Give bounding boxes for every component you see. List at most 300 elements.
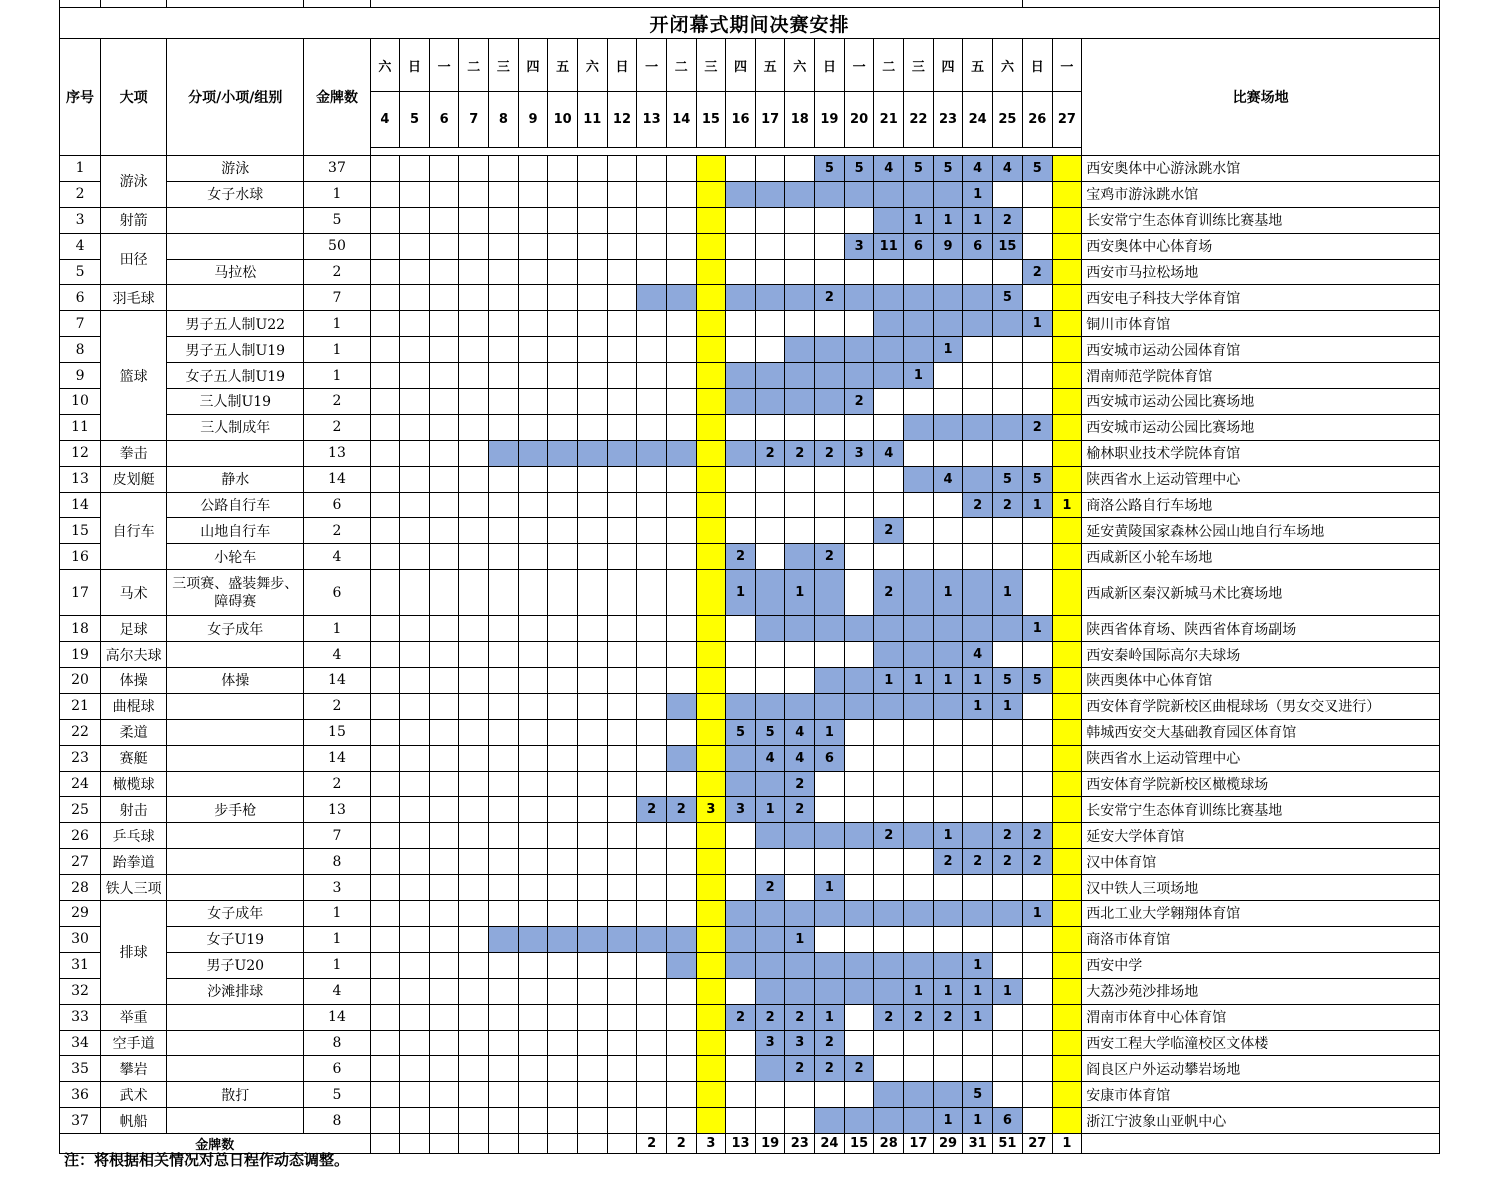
schedule-cell (489, 1056, 519, 1082)
schedule-cell (548, 1030, 578, 1056)
schedule-cell (489, 823, 519, 849)
schedule-cell (489, 492, 519, 518)
schedule-cell (1052, 668, 1082, 694)
schedule-cell: 2 (874, 1004, 904, 1030)
schedule-cell: 2 (666, 797, 696, 823)
schedule-cell (874, 207, 904, 233)
sub-event-cell (167, 1030, 304, 1056)
schedule-cell (844, 823, 874, 849)
schedule-cell: 3 (696, 797, 726, 823)
schedule-cell (844, 849, 874, 875)
schedule-cell (429, 285, 459, 311)
schedule-cell (785, 1082, 815, 1108)
schedule-cell (370, 1056, 400, 1082)
row-number: 15 (60, 518, 101, 544)
schedule-cell (904, 616, 934, 642)
row-number: 4 (60, 233, 101, 259)
table-row (60, 719, 1440, 745)
schedule-cell (1022, 337, 1052, 363)
schedule-cell (963, 363, 993, 389)
schedule-cell (518, 544, 548, 570)
schedule-cell (429, 745, 459, 771)
sub-event-cell: 三人制成年 (167, 414, 304, 440)
total-cell: 27 (1022, 1134, 1052, 1154)
schedule-cell (400, 642, 430, 668)
day-cell: 20 (844, 92, 874, 148)
schedule-cell (578, 311, 608, 337)
schedule-cell (726, 233, 756, 259)
schedule-cell (1052, 259, 1082, 285)
schedule-cell (518, 771, 548, 797)
schedule-cell (696, 875, 726, 901)
schedule-cell (755, 668, 785, 694)
schedule-cell (400, 668, 430, 694)
schedule-cell: 1 (904, 668, 934, 694)
schedule-cell (518, 745, 548, 771)
schedule-cell (459, 745, 489, 771)
schedule-cell (400, 414, 430, 440)
weekday-cell: 日 (1022, 39, 1052, 92)
schedule-cell (637, 642, 667, 668)
schedule-cell (844, 926, 874, 952)
schedule-cell (607, 1030, 637, 1056)
schedule-cell (637, 440, 667, 466)
schedule-cell (963, 259, 993, 285)
schedule-cell (637, 181, 667, 207)
sub-event-cell (167, 771, 304, 797)
medal-count: 7 (304, 823, 370, 849)
schedule-cell (459, 719, 489, 745)
total-cell (459, 1134, 489, 1154)
schedule-cell (726, 901, 756, 927)
schedule-cell: 6 (815, 745, 845, 771)
schedule-cell (637, 1108, 667, 1134)
schedule-cell (637, 466, 667, 492)
schedule-cell (1052, 233, 1082, 259)
schedule-cell (726, 337, 756, 363)
schedule-cell (489, 1082, 519, 1108)
schedule-cell (844, 414, 874, 440)
schedule-cell (548, 181, 578, 207)
schedule-cell (1052, 719, 1082, 745)
header-venue: 比赛场地 (1082, 39, 1440, 156)
schedule-cell (755, 823, 785, 849)
schedule-cell: 2 (1022, 259, 1052, 285)
day-cell: 6 (429, 92, 459, 148)
schedule-cell (370, 363, 400, 389)
schedule-cell (844, 466, 874, 492)
schedule-cell (578, 518, 608, 544)
table-row (60, 570, 1440, 616)
header-category: 大项 (101, 39, 167, 156)
schedule-cell (1022, 642, 1052, 668)
schedule-cell: 5 (904, 156, 934, 182)
schedule-cell (518, 207, 548, 233)
sub-event-cell: 散打 (167, 1082, 304, 1108)
schedule-cell: 2 (992, 849, 1022, 875)
row-number: 37 (60, 1108, 101, 1134)
schedule-cell (874, 719, 904, 745)
schedule-cell (815, 414, 845, 440)
schedule-cell (844, 668, 874, 694)
medal-count: 4 (304, 544, 370, 570)
schedule-cell (429, 363, 459, 389)
schedule-cell (400, 719, 430, 745)
schedule-cell (459, 693, 489, 719)
row-number: 26 (60, 823, 101, 849)
schedule-cell (844, 311, 874, 337)
day-cell: 27 (1052, 92, 1082, 148)
schedule-cell (874, 952, 904, 978)
schedule-cell (726, 745, 756, 771)
schedule-cell (429, 466, 459, 492)
schedule-cell (637, 952, 667, 978)
schedule-cell (607, 1108, 637, 1134)
schedule-cell (844, 1030, 874, 1056)
schedule-cell (815, 823, 845, 849)
schedule-cell (933, 1030, 963, 1056)
schedule-cell (844, 771, 874, 797)
schedule-cell: 2 (963, 492, 993, 518)
schedule-cell (992, 1082, 1022, 1108)
schedule-cell: 1 (963, 952, 993, 978)
title-row (60, 8, 1440, 39)
schedule-cell (815, 1108, 845, 1134)
schedule-sheet (59, 0, 1440, 1154)
schedule-cell (933, 363, 963, 389)
sub-event-cell (167, 745, 304, 771)
medal-count: 8 (304, 849, 370, 875)
schedule-cell (489, 1108, 519, 1134)
day-cell: 11 (578, 92, 608, 148)
schedule-cell (696, 901, 726, 927)
venue-cell: 韩城西安交大基础教育园区体育馆 (1082, 719, 1440, 745)
schedule-cell (755, 1108, 785, 1134)
schedule-cell (844, 978, 874, 1004)
schedule-cell (578, 1004, 608, 1030)
schedule-cell (637, 1030, 667, 1056)
schedule-cell (904, 1030, 934, 1056)
schedule-cell (548, 518, 578, 544)
schedule-cell (992, 414, 1022, 440)
schedule-cell (904, 797, 934, 823)
schedule-cell (489, 693, 519, 719)
schedule-cell: 2 (726, 1004, 756, 1030)
schedule-cell (726, 1082, 756, 1108)
medal-count: 37 (304, 156, 370, 182)
schedule-cell (518, 1030, 548, 1056)
schedule-cell (578, 156, 608, 182)
schedule-cell (400, 570, 430, 616)
row-number: 22 (60, 719, 101, 745)
schedule-cell (578, 616, 608, 642)
schedule-cell (429, 337, 459, 363)
schedule-cell (874, 363, 904, 389)
category-cell: 柔道 (101, 719, 167, 745)
schedule-cell (637, 207, 667, 233)
schedule-cell (992, 363, 1022, 389)
schedule-cell (785, 978, 815, 1004)
schedule-cell (696, 1082, 726, 1108)
schedule-cell: 2 (992, 492, 1022, 518)
category-cell: 拳击 (101, 440, 167, 466)
schedule-cell (1052, 1108, 1082, 1134)
schedule-cell: 1 (992, 570, 1022, 616)
row-number: 7 (60, 311, 101, 337)
schedule-cell: 2 (815, 544, 845, 570)
schedule-cell (370, 181, 400, 207)
schedule-cell: 2 (992, 823, 1022, 849)
schedule-cell (518, 414, 548, 440)
schedule-cell (578, 771, 608, 797)
schedule-cell (370, 797, 400, 823)
schedule-cell: 2 (874, 518, 904, 544)
row-number: 33 (60, 1004, 101, 1030)
schedule-cell (815, 466, 845, 492)
venue-cell: 渭南师范学院体育馆 (1082, 363, 1440, 389)
schedule-cell (844, 570, 874, 616)
schedule-cell (844, 363, 874, 389)
schedule-cell (1052, 616, 1082, 642)
day-cell: 15 (696, 92, 726, 148)
schedule-cell (637, 156, 667, 182)
schedule-cell (400, 259, 430, 285)
schedule-cell: 1 (933, 207, 963, 233)
schedule-cell (904, 926, 934, 952)
category-cell: 射箭 (101, 207, 167, 233)
schedule-cell (785, 693, 815, 719)
schedule-cell (992, 745, 1022, 771)
schedule-cell (726, 181, 756, 207)
schedule-cell (429, 544, 459, 570)
category-cell: 铁人三项 (101, 875, 167, 901)
schedule-cell (429, 952, 459, 978)
schedule-cell (874, 875, 904, 901)
total-cell: 31 (963, 1134, 993, 1154)
schedule-cell (607, 207, 637, 233)
schedule-cell (726, 440, 756, 466)
schedule-cell (963, 823, 993, 849)
schedule-cell (933, 719, 963, 745)
schedule-cell: 3 (844, 233, 874, 259)
schedule-cell (1052, 389, 1082, 415)
schedule-cell (666, 311, 696, 337)
schedule-cell (459, 389, 489, 415)
schedule-cell (607, 233, 637, 259)
schedule-cell (489, 926, 519, 952)
schedule-cell (904, 849, 934, 875)
schedule-cell (578, 978, 608, 1004)
schedule-cell (933, 440, 963, 466)
schedule-cell (370, 745, 400, 771)
sub-event-cell: 步手枪 (167, 797, 304, 823)
schedule-cell: 1 (1052, 492, 1082, 518)
schedule-cell (459, 440, 489, 466)
schedule-cell: 3 (785, 1030, 815, 1056)
schedule-cell (518, 1004, 548, 1030)
schedule-cell (400, 952, 430, 978)
schedule-cell (1052, 156, 1082, 182)
schedule-cell (992, 771, 1022, 797)
schedule-cell (400, 797, 430, 823)
schedule-cell (578, 849, 608, 875)
schedule-cell (370, 952, 400, 978)
schedule-cell (666, 544, 696, 570)
schedule-cell: 1 (933, 978, 963, 1004)
schedule-cell (696, 693, 726, 719)
schedule-cell (459, 466, 489, 492)
schedule-cell (400, 926, 430, 952)
schedule-cell (400, 745, 430, 771)
schedule-cell (400, 181, 430, 207)
schedule-cell (933, 181, 963, 207)
schedule-cell (1022, 285, 1052, 311)
venue-cell: 西安体育学院新校区曲棍球场（男女交叉进行） (1082, 693, 1440, 719)
schedule-cell (429, 1004, 459, 1030)
weekday-cell: 六 (785, 39, 815, 92)
venue-cell: 汉中体育馆 (1082, 849, 1440, 875)
sub-event-cell: 沙滩排球 (167, 978, 304, 1004)
schedule-cell (874, 1030, 904, 1056)
schedule-cell (370, 414, 400, 440)
schedule-cell (518, 311, 548, 337)
sub-event-cell: 男子五人制U22 (167, 311, 304, 337)
schedule-cell (815, 233, 845, 259)
schedule-cell (370, 285, 400, 311)
schedule-cell (785, 285, 815, 311)
sub-event-cell: 游泳 (167, 156, 304, 182)
schedule-cell (696, 389, 726, 415)
schedule-cell: 2 (755, 1004, 785, 1030)
day-cell: 13 (637, 92, 667, 148)
schedule-cell (844, 259, 874, 285)
schedule-cell (992, 926, 1022, 952)
schedule-cell: 2 (755, 875, 785, 901)
schedule-cell (429, 642, 459, 668)
schedule-cell (578, 901, 608, 927)
schedule-cell (459, 259, 489, 285)
schedule-cell (637, 233, 667, 259)
sub-event-cell: 女子U19 (167, 926, 304, 952)
schedule-cell (726, 978, 756, 1004)
schedule-cell (400, 693, 430, 719)
schedule-cell (370, 440, 400, 466)
row-number: 13 (60, 466, 101, 492)
schedule-cell (459, 642, 489, 668)
schedule-cell (755, 901, 785, 927)
schedule-cell (518, 1056, 548, 1082)
schedule-cell (874, 311, 904, 337)
total-cell: 2 (637, 1134, 667, 1154)
schedule-cell (607, 1004, 637, 1030)
schedule-cell (548, 466, 578, 492)
weekday-cell: 四 (726, 39, 756, 92)
sub-event-cell (167, 1056, 304, 1082)
schedule-cell (489, 668, 519, 694)
total-cell (578, 1134, 608, 1154)
schedule-cell (992, 797, 1022, 823)
medal-count: 14 (304, 1004, 370, 1030)
schedule-cell (518, 901, 548, 927)
schedule-cell (370, 901, 400, 927)
schedule-cell (1022, 544, 1052, 570)
total-cell (429, 1134, 459, 1154)
schedule-cell: 1 (904, 207, 934, 233)
schedule-cell (1052, 745, 1082, 771)
row-number: 28 (60, 875, 101, 901)
schedule-cell (459, 207, 489, 233)
sub-event-cell: 马拉松 (167, 259, 304, 285)
sub-event-cell: 女子成年 (167, 901, 304, 927)
schedule-cell (578, 285, 608, 311)
schedule-cell (489, 849, 519, 875)
schedule-cell (1022, 1030, 1052, 1056)
schedule-cell: 1 (992, 693, 1022, 719)
schedule-cell (666, 207, 696, 233)
schedule-cell: 5 (933, 156, 963, 182)
schedule-cell: 5 (992, 285, 1022, 311)
schedule-cell (459, 1030, 489, 1056)
schedule-cell (459, 414, 489, 440)
sub-event-cell: 男子U20 (167, 952, 304, 978)
schedule-cell (548, 797, 578, 823)
schedule-cell (844, 719, 874, 745)
table-row (60, 926, 1440, 952)
schedule-cell (607, 259, 637, 285)
total-cell (518, 1134, 548, 1154)
schedule-cell (637, 901, 667, 927)
schedule-cell (489, 363, 519, 389)
schedule-cell (429, 901, 459, 927)
schedule-cell (1022, 771, 1052, 797)
schedule-cell (607, 668, 637, 694)
schedule-cell (992, 181, 1022, 207)
day-cell: 5 (400, 92, 430, 148)
venue-cell: 商洛公路自行车场地 (1082, 492, 1440, 518)
weekday-cell: 二 (459, 39, 489, 92)
row-number: 9 (60, 363, 101, 389)
venue-cell: 西安奥体中心游泳跳水馆 (1082, 156, 1440, 182)
venue-cell: 长安常宁生态体育训练比赛基地 (1082, 797, 1440, 823)
schedule-cell (904, 1082, 934, 1108)
schedule-cell (1052, 823, 1082, 849)
schedule-cell (844, 181, 874, 207)
row-number: 17 (60, 570, 101, 616)
schedule-cell (578, 1056, 608, 1082)
schedule-cell (400, 311, 430, 337)
schedule-cell (1052, 849, 1082, 875)
schedule-cell (518, 285, 548, 311)
schedule-cell (489, 311, 519, 337)
schedule-cell (785, 668, 815, 694)
schedule-cell (1022, 389, 1052, 415)
row-number: 16 (60, 544, 101, 570)
schedule-cell (518, 1108, 548, 1134)
schedule-cell (874, 389, 904, 415)
table-row (60, 901, 1440, 927)
schedule-cell (459, 492, 489, 518)
schedule-cell (844, 285, 874, 311)
schedule-cell (755, 1082, 785, 1108)
schedule-cell (726, 207, 756, 233)
weekday-cell: 一 (429, 39, 459, 92)
schedule-cell: 1 (933, 570, 963, 616)
schedule-cell (963, 440, 993, 466)
schedule-cell (518, 849, 548, 875)
schedule-cell (874, 285, 904, 311)
row-number: 20 (60, 668, 101, 694)
schedule-cell (578, 570, 608, 616)
